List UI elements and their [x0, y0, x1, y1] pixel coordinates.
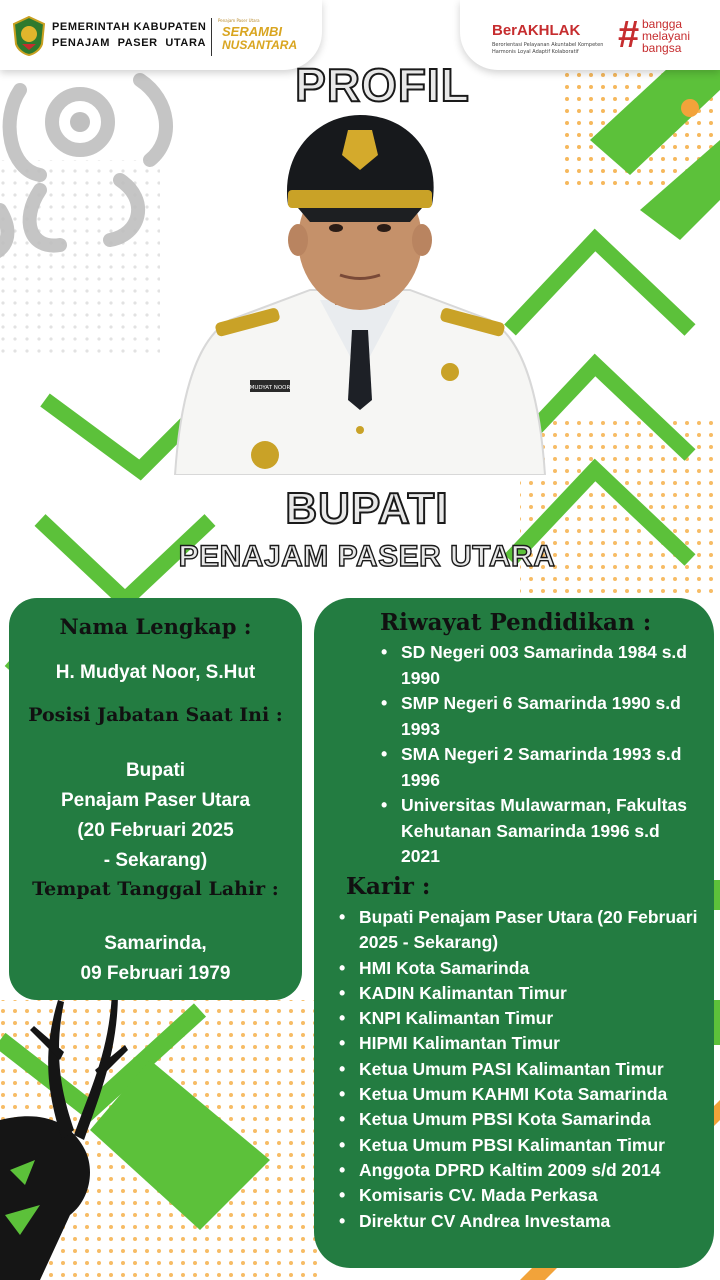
- page-title: PROFIL: [295, 59, 470, 111]
- serambi-word: SERAMBI: [222, 24, 282, 39]
- list-item: • Ketua Umum KAHMI Kota Samarinda: [338, 1082, 708, 1107]
- list-item: • HIPMI Kalimantan Timur: [338, 1031, 708, 1056]
- list-item: • Bupati Penajam Paser Utara (20 Februari 2025 - Sekarang): [338, 905, 708, 956]
- birth-line: 09 Februari 1979: [80, 963, 231, 984]
- list-item: • KADIN Kalimantan Timur: [338, 981, 708, 1006]
- regency-emblem-icon: [12, 16, 46, 56]
- list-item: • KNPI Kalimantan Timur: [338, 1006, 708, 1031]
- hashtag-icon: #: [618, 14, 640, 56]
- name-value: H. Mudyat Noor, S.Hut: [55, 662, 256, 683]
- education-label: Riwayat Pendidikan :: [380, 609, 652, 636]
- list-item: • Komisaris CV. Mada Perkasa: [338, 1183, 708, 1208]
- personal-info-panel: [9, 598, 302, 1000]
- list-item: • HMI Kota Samarinda: [338, 956, 708, 981]
- name-badge: MUDYAT NOOR: [249, 385, 291, 391]
- position-value: [9, 756, 302, 876]
- birth-value: [9, 929, 302, 989]
- position-title: BUPATI: [285, 484, 449, 533]
- birth-line: Samarinda,: [104, 933, 207, 954]
- list-item: • Ketua Umum PBSI Kalimantan Timur: [338, 1133, 708, 1158]
- berakhlak-tagline-2: Harmonis Loyal Adaptif Kolaboratif: [492, 49, 579, 55]
- nusantara-word: NUSANTARA: [222, 38, 298, 52]
- list-item: • SMA Negeri 2 Samarinda 1993 s.d 1996: [380, 742, 700, 793]
- list-item: • Direktur CV Andrea Investama: [338, 1209, 708, 1234]
- name-label: Nama Lengkap :: [59, 614, 252, 639]
- career-list: [338, 905, 708, 1234]
- list-item: • SMP Negeri 6 Samarinda 1990 s.d 1993: [380, 691, 700, 742]
- melayani-word: melayani: [642, 29, 691, 43]
- bangga-word: bangga: [642, 17, 683, 31]
- berakhlak-tagline: [492, 42, 603, 56]
- region-title: PENAJAM PASER UTARA: [178, 540, 556, 573]
- birth-label: Tempat Tanggal Lahir :: [32, 878, 279, 900]
- position-line: (20 Februari 2025: [77, 820, 234, 841]
- education-list: [380, 640, 700, 870]
- list-item: • SD Negeri 003 Samarinda 1984 s.d 1990: [380, 640, 700, 691]
- government-line-2: PENAJAM PASER UTARA: [52, 37, 207, 49]
- bangsa-word: bangsa: [642, 41, 682, 55]
- serambi-nusantara-logo: [218, 16, 298, 56]
- serambi-caption: Penajam Paser Utara: [218, 18, 260, 23]
- government-line-1: PEMERINTAH KABUPATEN: [52, 21, 207, 33]
- position-line: - Sekarang): [103, 850, 208, 871]
- list-item: • Ketua Umum PASI Kalimantan Timur: [338, 1057, 708, 1082]
- career-label: Karir :: [346, 873, 431, 900]
- berakhlak-logo: BerAKHLAK: [492, 22, 581, 39]
- bangga-melayani-bangsa-logo: [642, 18, 690, 54]
- list-item: • Ketua Umum PBSI Kota Samarinda: [338, 1107, 708, 1132]
- official-portrait: [170, 110, 550, 475]
- position-line: Bupati: [125, 760, 186, 781]
- position-label: Posisi Jabatan Saat Ini :: [28, 704, 283, 726]
- berakhlak-tagline-1: Berorientasi Pelayanan Akuntabel Kompeten: [492, 42, 604, 48]
- position-line: Penajam Paser Utara: [60, 790, 251, 811]
- education-career-panel: [314, 598, 714, 1268]
- header-divider: [211, 18, 212, 56]
- list-item: • Universitas Mulawarman, Fakultas Kehutanan Samarinda 1996 s.d 2021: [380, 793, 700, 870]
- list-item: • Anggota DPRD Kaltim 2009 s/d 2014: [338, 1158, 708, 1183]
